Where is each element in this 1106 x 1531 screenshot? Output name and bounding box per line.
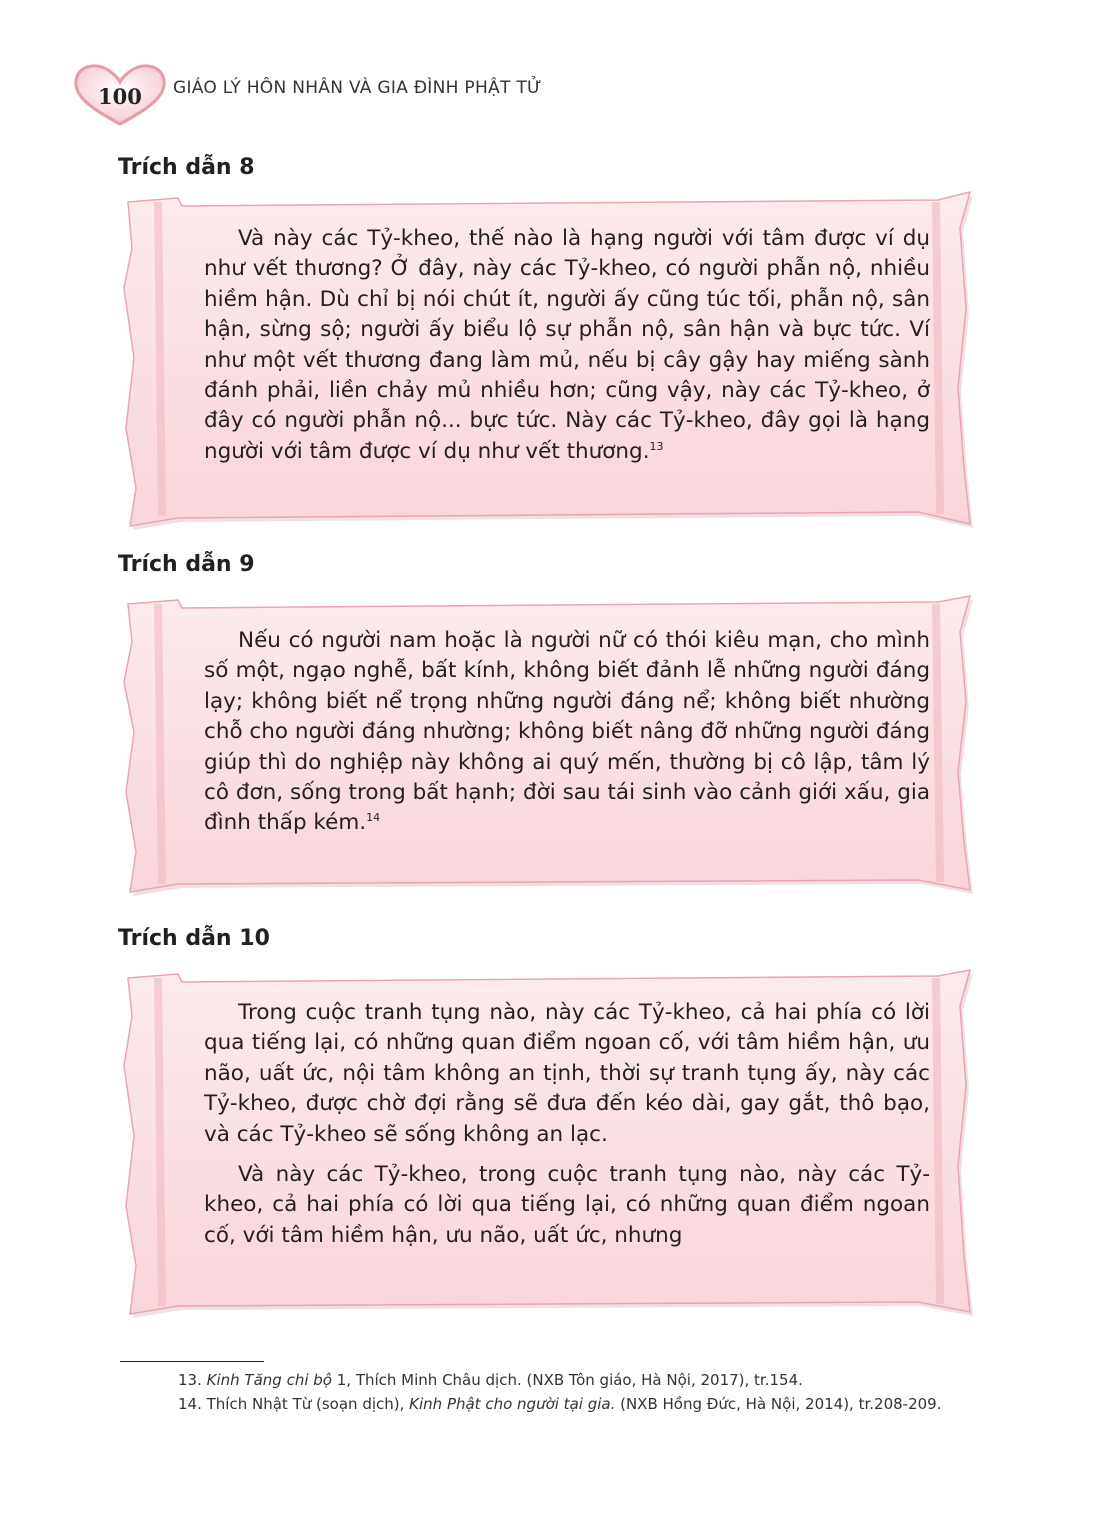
quote-paragraph: Và này các Tỷ-kheo, trong cuộc tranh tụng nào, này các Tỷ-kheo, cả hai phía có lời qua tiếng lại, có những quan điểm ngoan cố, với tâm hiềm hận, ưu não, uất ức, nhưng <box>204 1162 930 1248</box>
page-number: 100 <box>98 84 142 109</box>
footnote-divider <box>120 1361 264 1362</box>
page-header <box>70 60 1050 130</box>
footnote-ref[interactable]: 14 <box>366 811 381 825</box>
quote-paragraph-text: Nếu có người nam hoặc là người nữ có thói kiêu mạn, cho mình số một, ngạo nghễ, bất kính, không biết đảnh lễ những người đáng lạy; không biết nể trọng những người đáng nể; không biết nhường chỗ cho người đáng nhường; không biết nâng đỡ những người đáng giúp thì do nghiệp này không ai quý mến, thường bị cô lập, tâm lý cô đơn, sống trong bất hạnh; đời sau tái sinh vào cảnh giới xấu, gia đình thấp kém. <box>204 628 930 836</box>
quote-heading: Trích dẫn 10 <box>118 926 270 951</box>
footnote-title: Kinh Tăng chi bộ <box>206 1371 332 1389</box>
quote-paragraph <box>204 626 930 839</box>
footnote-author: Thích Nhật Từ (soạn dịch), <box>206 1395 410 1413</box>
quote-scroll <box>118 188 980 530</box>
quote-heading: Trích dẫn 9 <box>118 552 255 577</box>
quote-text <box>204 224 930 467</box>
quote-paragraph: Trong cuộc tranh tụng nào, này các Tỷ-kheo, cả hai phía có lời qua tiếng lại, có những quan điểm ngoan cố, với tâm hiềm hận, ưu não, uất ức, nội tâm không an tịnh, thời sự tranh tụng ấy, này các Tỷ-kheo, được chờ đợi rằng sẽ đưa đến kéo dài, gay gắt, thô bạo, và các Tỷ-kheo sẽ sống không an lạc. <box>204 1000 930 1147</box>
quote-text <box>204 998 930 1251</box>
footnote-number: 14. <box>178 1395 202 1413</box>
footnotes <box>120 1368 990 1416</box>
footnote-title: Kinh Phật cho người tại gia. <box>409 1395 616 1413</box>
footnote-detail: 1, Thích Minh Châu dịch. (NXB Tôn giáo, Hà Nội, 2017), tr.154. <box>331 1371 803 1389</box>
footnote-14 <box>120 1392 990 1416</box>
quote-scroll <box>118 592 980 896</box>
footnote-13 <box>120 1368 990 1392</box>
quote-paragraph-text: Và này các Tỷ-kheo, thế nào là hạng người với tâm được ví dụ như vết thương? Ở đây, này các Tỷ-kheo, có người phẫn nộ, nhiều hiềm hận. Dù chỉ bị nói chút ít, người ấy cũng túc tối, phẫn nộ, sân hận, sừng sộ; người ấy biểu lộ sự phẫn nộ, sân hận và bực tức. Ví như một vết thương đang làm mủ, nếu bị cây gậy hay miếng sành đánh phải, liền chảy mủ nhiều hơn; cũng vậy, này các Tỷ-kheo, ở đây có người phẫn nộ... bực tức. Này các Tỷ-kheo, đây gọi là hạng người với tâm được ví dụ như vết thương. <box>204 226 930 464</box>
footnote-detail: (NXB Hồng Đức, Hà Nội, 2014), tr.208-209. <box>615 1395 942 1413</box>
quote-text <box>204 626 930 839</box>
quote-paragraph <box>204 224 930 467</box>
quote-scroll <box>118 966 980 1318</box>
footnote-number: 13. <box>178 1371 202 1389</box>
quote-heading: Trích dẫn 8 <box>118 155 255 180</box>
running-title: GIÁO LÝ HÔN NHÂN VÀ GIA ĐÌNH PHẬT TỬ <box>173 78 542 98</box>
footnote-ref[interactable]: 13 <box>649 439 664 453</box>
